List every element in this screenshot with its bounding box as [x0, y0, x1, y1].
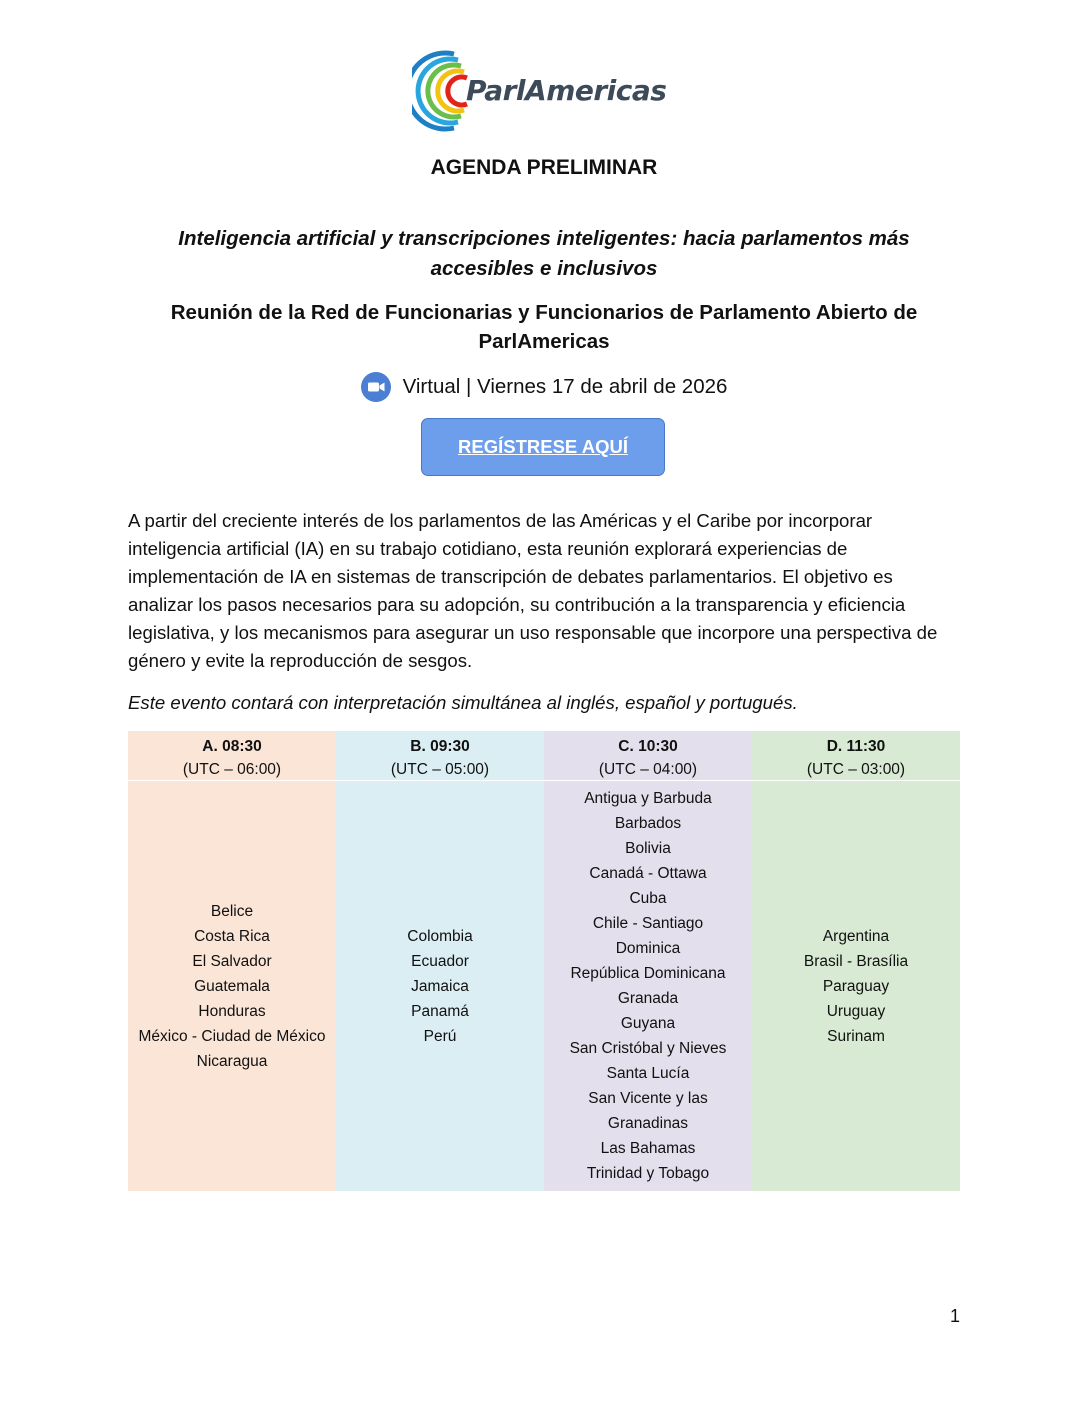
- country-item: El Salvador: [192, 952, 272, 970]
- country-item: Nicaragua: [196, 1052, 268, 1070]
- page-number: 1: [949, 1306, 960, 1326]
- utc-offset: (UTC – 03:00): [806, 761, 906, 778]
- country-item: República Dominicana: [570, 965, 726, 982]
- country-item: Santa Lucía: [606, 1065, 690, 1082]
- register-button[interactable]: REGÍSTRESE AQUÍ: [421, 418, 665, 476]
- country-item: San Cristóbal y Nieves: [569, 1040, 727, 1057]
- country-item: Chile - Santiago: [592, 915, 704, 932]
- schedule-column: [544, 731, 752, 1191]
- event-subtitle: Inteligencia artificial y transcripciones inteligentes: hacia parlamentos más accesibles e inclusivos: [178, 227, 910, 280]
- country-item: Belice: [210, 902, 254, 920]
- time-label: A. 08:30: [202, 738, 262, 755]
- schedule-column: [128, 731, 336, 1191]
- utc-offset: (UTC – 05:00): [390, 761, 490, 778]
- country-list: [128, 781, 336, 1191]
- country-item: Granada: [617, 990, 679, 1007]
- country-item: Ecuador: [411, 952, 469, 970]
- country-item: Colombia: [407, 927, 473, 945]
- utc-offset: (UTC – 06:00): [182, 761, 282, 778]
- country-item: Dominica: [615, 940, 681, 957]
- country-item: Guatemala: [194, 977, 270, 995]
- timezone-schedule-table: [128, 731, 960, 1191]
- country-item: Brasil - Brasília: [803, 952, 909, 970]
- schedule-column-header: [752, 731, 960, 781]
- country-list: [336, 781, 544, 1191]
- time-label: C. 10:30: [618, 738, 678, 755]
- country-item: Argentina: [822, 927, 890, 945]
- country-item: Uruguay: [826, 1002, 886, 1020]
- country-item: Antigua y Barbuda: [584, 790, 712, 807]
- page-title: AGENDA PRELIMINAR: [430, 156, 658, 179]
- country-item: Honduras: [198, 1002, 266, 1020]
- country-item: Cuba: [629, 890, 667, 907]
- schedule-column-header: [544, 731, 752, 781]
- event-date: Virtual | Viernes 17 de abril de 2026: [402, 375, 728, 398]
- interpretation-note: Este evento contará con interpretación simultánea al inglés, español y portugués.: [128, 692, 798, 713]
- country-item: Panamá: [411, 1002, 469, 1020]
- video-camera-icon: [361, 372, 391, 402]
- country-item: Surinam: [827, 1027, 885, 1045]
- country-list: [544, 781, 752, 1191]
- meeting-name: Reunión de la Red de Funcionarias y Funcionarios de Parlamento Abierto de ParlAmericas: [170, 301, 918, 353]
- time-label: B. 09:30: [410, 738, 470, 755]
- country-item: Jamaica: [411, 977, 469, 995]
- country-list: [752, 781, 960, 1191]
- country-item: Trinidad y Tobago: [586, 1165, 710, 1182]
- intro-paragraph: A partir del creciente interés de los parlamentos de las Américas y el Caribe por incorporar inteligencia artificial (IA) en su trabajo cotidiano, esta reunión explorará experiencias de implementación de IA en sistemas de transcripción de debates parlamentarios. El objetivo es analizar los pasos necesarios para su adopción, su contribución a la transparencia y eficiencia legislativa, y los mecanismos para asegurar un uso responsable que incorpore una perspectiva de género y evite la reproducción de sesgos.: [128, 510, 938, 671]
- time-label: D. 11:30: [826, 738, 886, 755]
- event-details: [0, 372, 1088, 402]
- schedule-column: [752, 731, 960, 1191]
- country-item: Costa Rica: [194, 927, 270, 945]
- country-item: Bolivia: [625, 840, 671, 857]
- country-item: Canadá - Ottawa: [589, 865, 707, 882]
- schedule-column-header: [336, 731, 544, 781]
- country-item: Guyana: [620, 1015, 676, 1032]
- country-item: Las Bahamas: [600, 1140, 696, 1157]
- utc-offset: (UTC – 04:00): [598, 761, 698, 778]
- country-item: Perú: [423, 1027, 457, 1045]
- schedule-column: [336, 731, 544, 1191]
- brand-name: ParlAmericas: [466, 74, 667, 107]
- country-item: México - Ciudad de México: [138, 1027, 326, 1045]
- country-item: Barbados: [614, 815, 682, 832]
- country-item: Paraguay: [822, 977, 890, 995]
- country-item: San Vicente y las Granadinas: [588, 1090, 708, 1132]
- schedule-column-header: [128, 731, 336, 781]
